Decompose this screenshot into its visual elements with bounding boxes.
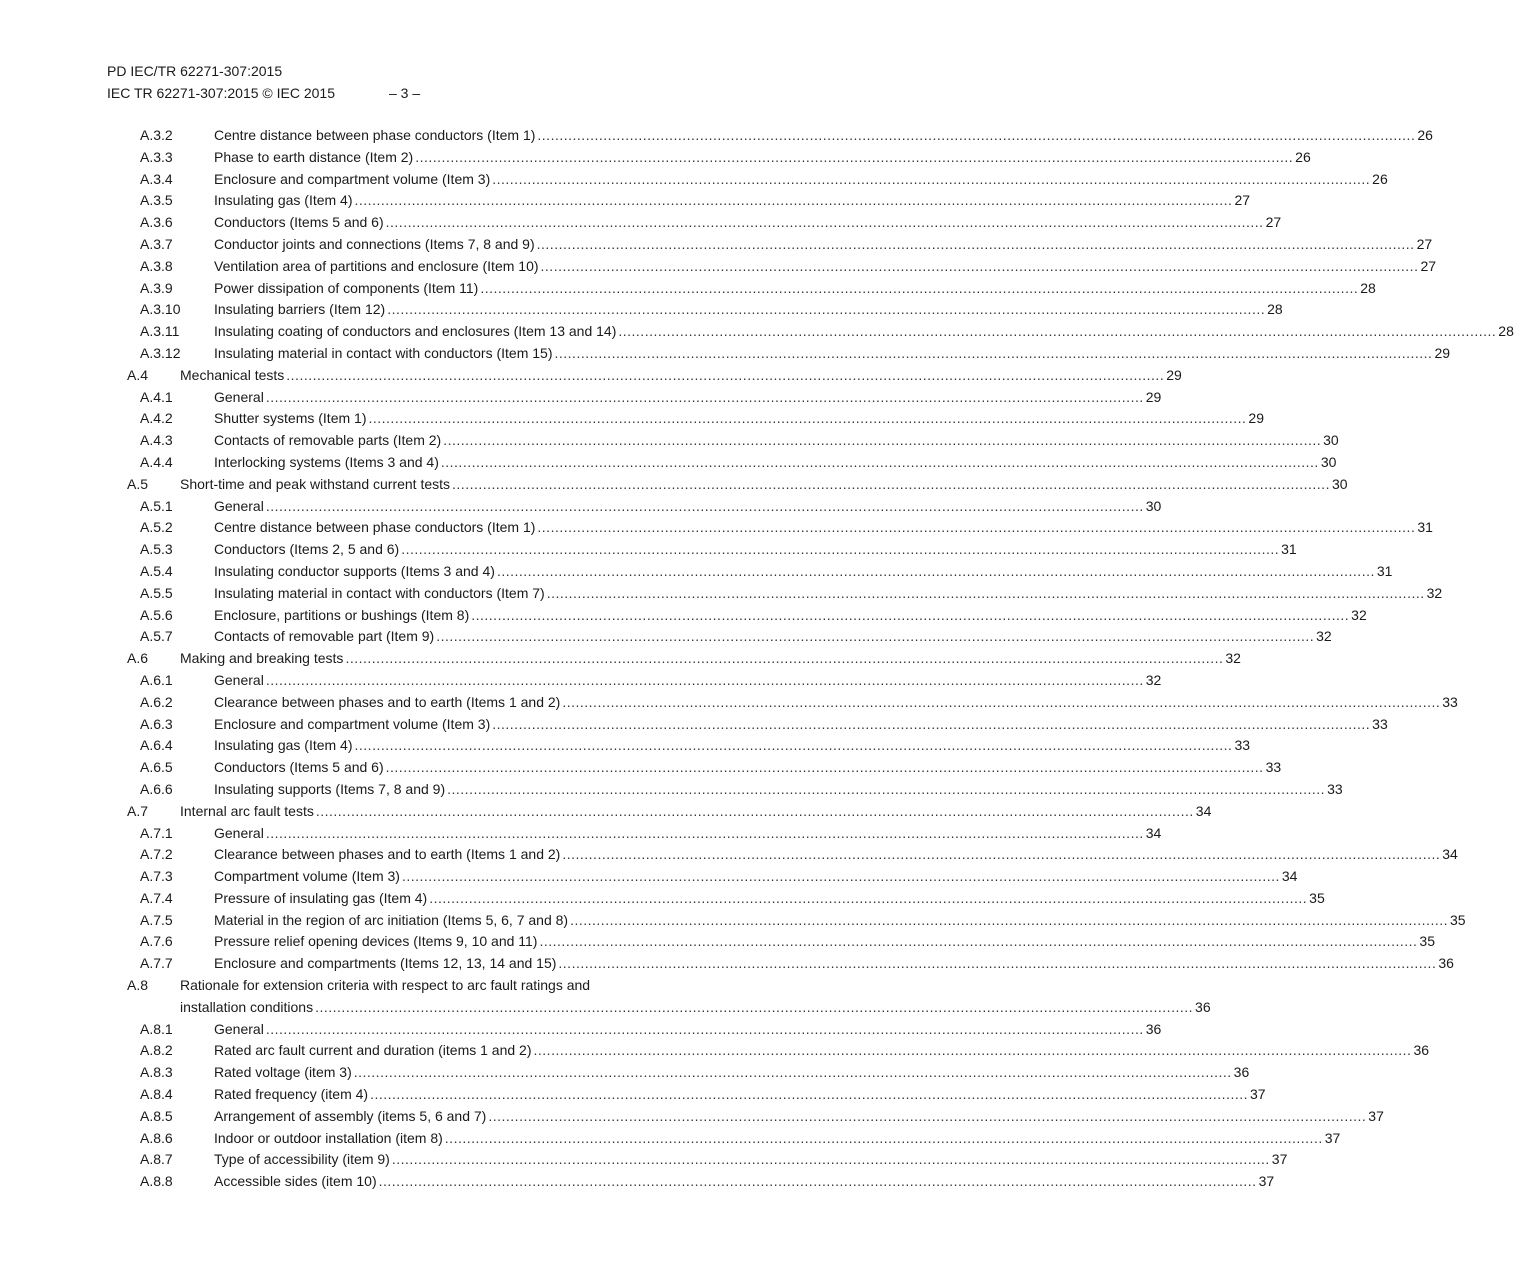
toc-entry-title: Phase to earth distance (Item 2) [214,148,414,165]
toc-entry-page: 29 [1248,410,1264,427]
toc-entry-number: A.6.5 [140,759,173,776]
toc-entry-page: 34 [1145,824,1162,841]
toc-entry-number: A.8.2 [140,1042,173,1059]
toc-entry-number: A.7 [127,802,149,819]
toc-entry-number: A.3.7 [140,235,173,252]
toc-entry-title: Type of accessibility (item 9) [214,1151,390,1168]
toc-entry-line [214,888,1325,910]
toc-subsection-entry[interactable] [0,496,1162,518]
toc-entry-line [214,496,1162,518]
toc-entry-line [214,278,1376,300]
dot-leader: ........................................................................................................................................................................................................ [391,1151,1270,1168]
toc-subsection-entry[interactable] [0,169,1388,191]
toc-subsection-entry[interactable] [0,779,1343,801]
toc-subsection-entry[interactable] [0,931,1435,953]
dot-leader: ........................................................................................................................................................................................................ [429,889,1308,906]
toc-subsection-entry[interactable] [0,517,1433,539]
toc-entry-title: Insulating barriers (Item 12) [214,301,386,318]
dot-leader: ........................................................................................................................................................................................................ [315,998,1194,1015]
dot-leader: ........................................................................................................................................................................................................ [385,214,1264,231]
toc-entry-number: A.7.3 [140,868,173,885]
toc-entry-title: Conductors (Items 5 and 6) [214,759,384,776]
dot-leader: ........................................................................................................................................................................................................ [345,650,1224,667]
toc-entry-title: Pressure relief opening devices (Items 9, 10 and 11) [214,933,538,950]
dot-leader: ........................................................................................................................................................................................................ [265,497,1144,514]
dot-leader: ........................................................................................................................................................................................................ [536,235,1415,252]
toc-entry-number: A.3.3 [140,148,173,165]
toc-entry-number: A.3.11 [140,323,180,340]
toc-entry-number: A.6.3 [140,715,173,732]
toc-entry-page: 28 [1267,301,1283,318]
toc-entry-number: A.3.4 [140,170,173,187]
toc-entry-number: A.4.3 [140,432,173,449]
toc-entry-number: A.5.3 [140,541,173,558]
toc-entry-page: 36 [1233,1064,1250,1081]
toc-entry-number: A.6.6 [140,780,173,797]
dot-leader: ........................................................................................................................................................................................................ [447,780,1326,797]
toc-entry-title: Contacts of removable parts (Item 2) [214,432,442,449]
dot-leader: ........................................................................................................................................................................................................ [492,170,1371,187]
toc-subsection-entry[interactable] [0,234,1433,256]
toc-entry-page: 34 [1195,802,1212,819]
toc-section-entry[interactable] [0,975,1211,1019]
toc-subsection-entry[interactable] [0,823,1162,845]
toc-entry-line [214,256,1437,278]
dot-leader: ........................................................................................................................................................................................................ [480,279,1359,296]
toc-subsection-entry[interactable] [0,125,1433,147]
toc-entry-title: Indoor or outdoor installation (item 8) [214,1129,443,1146]
toc-entry-line [214,343,1451,365]
toc-entry-number: A.7.6 [140,933,173,950]
toc-subsection-entry[interactable] [0,1084,1266,1106]
toc-entry-number: A.5 [127,475,149,492]
toc-entry-line [214,125,1433,147]
dot-leader: ........................................................................................................................................................................................................ [401,541,1280,558]
toc-subsection-entry[interactable] [0,278,1376,300]
toc-entry-page: 34 [1281,868,1298,885]
toc-subsection-entry[interactable] [0,910,1466,932]
dot-leader: ........................................................................................................................................................................................................ [385,759,1264,776]
dot-leader: ........................................................................................................................................................................................................ [440,453,1319,470]
toc-entry-title: Insulating material in contact with conductors (Item 7) [214,584,545,601]
toc-entry-title: Rated arc fault current and duration (items 1 and 2) [214,1042,532,1059]
toc-entry-title: Pressure of insulating gas (Item 4) [214,889,428,906]
toc-entry-line [214,430,1339,452]
toc-subsection-entry[interactable] [0,1128,1341,1150]
dot-leader: ........................................................................................................................................................................................................ [401,868,1280,885]
toc-entry-page: 37 [1368,1107,1384,1124]
toc-entry-line [214,1084,1266,1106]
toc-entry-page: 36 [1145,1020,1162,1037]
toc-subsection-entry[interactable] [0,1019,1162,1041]
copyright-notice: IEC TR 62271-307:2015 © IEC 2015 [107,85,335,101]
toc-subsection-entry[interactable] [0,1171,1275,1193]
header-line [107,84,807,102]
toc-entry-title: Insulating gas (Item 4) [214,737,353,754]
toc-entry-page: 34 [1442,846,1458,863]
toc-entry-number: A.4 [127,366,149,383]
toc-entry-line [214,234,1433,256]
dot-leader: ........................................................................................................................................................................................................ [387,301,1266,318]
toc-entry-page: 33 [1442,693,1458,710]
toc-entry-page: 33 [1234,737,1251,754]
toc-entry-page: 27 [1265,214,1282,231]
dot-leader: ........................................................................................................................................................................................................ [570,911,1449,928]
toc-subsection-entry[interactable] [0,1149,1288,1171]
dot-leader: ........................................................................................................................................................................................................ [265,388,1144,405]
toc-entry-line [214,1171,1275,1193]
dot-leader: ........................................................................................................................................................................................................ [496,562,1375,579]
toc-entry-page: 28 [1498,323,1514,340]
toc-entry-line [214,321,1514,343]
toc-entry-number: A.8.4 [140,1086,173,1103]
toc-entry-number: A.8.3 [140,1064,173,1081]
toc-entry-number: A.8.1 [140,1020,173,1037]
toc-entry-line [214,735,1251,757]
toc-entry-number: A.7.2 [140,846,173,863]
toc-entry-title: General [214,497,264,514]
toc-entry-page: 31 [1376,562,1393,579]
toc-entry-title: Conductors (Items 5 and 6) [214,214,384,231]
toc-subsection-entry[interactable] [0,147,1311,169]
toc-entry-number: A.6.1 [140,671,173,688]
toc-section-entry[interactable] [0,648,1241,670]
toc-entry-page: 37 [1271,1151,1288,1168]
toc-entry-title: Clearance between phases and to earth (Items 1 and 2) [214,693,561,710]
toc-entry-title: General [214,671,264,688]
toc-entry-line [214,517,1433,539]
toc-entry-title: General [214,1020,264,1037]
dot-leader: ........................................................................................................................................................................................................ [488,1107,1367,1124]
toc-entry-page: 30 [1323,432,1339,449]
toc-subsection-entry[interactable] [0,321,1514,343]
dot-leader: ........................................................................................................................................................................................................ [315,802,1194,819]
toc-entry-title: Rated voltage (item 3) [214,1064,352,1081]
toc-entry-number: A.6 [127,650,149,667]
toc-entry-line [214,1040,1430,1062]
toc-entry-title: Making and breaking tests [180,650,344,667]
dot-leader: ........................................................................................................................................................................................................ [443,432,1322,449]
dot-leader: ........................................................................................................................................................................................................ [415,148,1294,165]
dot-leader: ........................................................................................................................................................................................................ [554,344,1433,361]
toc-entry-title: Conductors (Items 2, 5 and 6) [214,541,400,558]
toc-entry-title: Insulating material in contact with conductors (Item 15) [214,344,553,361]
toc-entry-page: 30 [1331,475,1348,492]
toc-entry-page: 27 [1416,235,1433,252]
toc-entry-page: 36 [1438,955,1454,972]
toc-entry-title: Rated frequency (item 4) [214,1086,369,1103]
toc-entry-title: Clearance between phases and to earth (Items 1 and 2) [214,846,561,863]
dot-leader: ........................................................................................................................................................................................................ [492,715,1371,732]
toc-subsection-entry[interactable] [0,212,1282,234]
toc-subsection-entry[interactable] [0,1040,1430,1062]
toc-entry-line [214,910,1466,932]
toc-entry-line [214,953,1454,975]
toc-entry-page: 26 [1295,148,1311,165]
toc-subsection-entry[interactable] [0,757,1282,779]
toc-entry-number: A.3.9 [140,279,173,296]
toc-entry-page: 32 [1316,628,1332,645]
toc-entry-line [214,866,1298,888]
dot-leader: ........................................................................................................................................................................................................ [353,1064,1232,1081]
toc-entry-title: Enclosure, partitions or bushings (Item 8) [214,606,470,623]
dot-leader: ........................................................................................................................................................................................................ [265,671,1144,688]
toc-entry-line [214,779,1343,801]
toc-entry-title: Accessible sides (item 10) [214,1173,377,1190]
toc-subsection-entry[interactable] [0,692,1458,714]
toc-entry-page: 26 [1417,127,1433,143]
toc-subsection-entry[interactable] [0,299,1283,321]
toc-entry-line [214,844,1458,866]
toc-subsection-entry[interactable] [0,343,1451,365]
toc-entry-number: A.5.7 [140,628,173,645]
dot-leader: ........................................................................................................................................................................................................ [452,475,1330,492]
toc-entry-number: A.7.4 [140,889,173,906]
toc-entry-title: Conductor joints and connections (Items 7, 8 and 9) [214,235,535,252]
toc-entry-title: Internal arc fault tests [180,802,314,819]
toc-entry-page: 35 [1419,933,1435,950]
toc-subsection-entry[interactable] [0,844,1458,866]
toc-subsection-entry[interactable] [0,408,1264,430]
toc-subsection-entry[interactable] [0,953,1454,975]
toc-subsection-entry[interactable] [0,256,1437,278]
toc-entry-line [214,1149,1288,1171]
toc-entry-number: A.5.1 [140,497,173,514]
toc-subsection-entry[interactable] [0,1062,1250,1084]
page-header [107,62,807,102]
toc-entry-page: 27 [1420,257,1437,274]
toc-entry-page: 31 [1281,541,1297,558]
toc-entry-line [180,365,1182,387]
toc-entry-page: 37 [1250,1086,1266,1103]
toc-subsection-entry[interactable] [0,605,1367,627]
toc-entry-number: A.7.7 [140,955,173,972]
toc-subsection-entry[interactable] [0,583,1443,605]
toc-entry-line [214,931,1435,953]
toc-subsection-entry[interactable] [0,452,1337,474]
toc-entry-line [214,714,1388,736]
toc-entry-page: 37 [1258,1173,1275,1190]
page-number: – 3 – [388,85,421,101]
toc-subsection-entry[interactable] [0,561,1393,583]
toc-entry-title: Short-time and peak withstand current tests [180,475,451,492]
dot-leader: ........................................................................................................................................................................................................ [471,606,1350,623]
toc-section-entry[interactable] [0,365,1182,387]
dot-leader: ........................................................................................................................................................................................................ [558,955,1437,972]
toc-entry-title: Ventilation area of partitions and enclosure (Item 10) [214,257,539,274]
toc-entry-title: Material in the region of arc initiation (Items 5, 6, 7 and 8) [214,911,569,928]
toc-entry-page: 33 [1265,759,1282,776]
toc-section-entry[interactable] [0,801,1212,823]
toc-entry-page: 32 [1225,650,1241,667]
toc-entry-line [214,452,1337,474]
toc-entry-title: Enclosure and compartments (Items 12, 13, 14 and 15) [214,955,557,972]
toc-entry-line [214,823,1162,845]
dot-leader: ........................................................................................................................................................................................................ [618,323,1497,340]
toc-entry-page: 36 [1195,998,1211,1015]
toc-subsection-entry[interactable] [0,1106,1384,1128]
toc-subsection-entry[interactable] [0,735,1251,757]
toc-entry-number: A.3.8 [140,257,173,274]
toc-entry-title: installation conditions [180,998,314,1015]
toc-entry-number: A.3.12 [140,344,181,361]
dot-leader: ........................................................................................................................................................................................................ [562,693,1441,710]
toc-entry-title: Insulating supports (Items 7, 8 and 9) [214,780,446,797]
toc-entry-title: Enclosure and compartment volume (Item 3) [214,715,491,732]
toc-subsection-entry[interactable] [0,888,1325,910]
toc-entry-page: 33 [1372,715,1388,732]
toc-entry-title: Insulating gas (Item 4) [214,192,353,209]
toc-entry-line [214,299,1283,321]
toc-entry-page: 26 [1372,170,1388,187]
toc-entry-number: A.5.5 [140,584,173,601]
toc-entry-number: A.5.4 [140,562,173,579]
toc-entry-page: 36 [1413,1042,1430,1059]
toc-entry-page: 32 [1426,584,1443,601]
toc-entry-line [214,670,1162,692]
toc-entry-title-line1: Rationale for extension criteria with respect to arc fault ratings and [180,977,591,994]
toc-entry-line [180,801,1212,823]
dot-leader: ........................................................................................................................................................................................................ [378,1173,1257,1190]
toc-entry-line [214,408,1264,430]
table-of-contents [0,125,1514,1193]
toc-entry-page: 32 [1351,606,1367,623]
toc-entry-number: A.4.4 [140,453,173,470]
toc-entry-number: A.3.10 [140,301,181,318]
toc-subsection-entry[interactable] [0,190,1251,212]
toc-entry-page: 27 [1234,192,1251,209]
dot-leader: ........................................................................................................................................................................................................ [368,410,1247,427]
toc-entry-number: A.7.5 [140,911,173,928]
toc-entry-page: 29 [1145,388,1162,405]
toc-entry-page: 29 [1166,366,1182,383]
toc-entry-number: A.8 [127,977,149,994]
toc-entry-number: A.6.4 [140,737,173,754]
toc-entry-line [214,1128,1341,1150]
toc-entry-line [214,147,1311,169]
toc-entry-page: 35 [1450,911,1466,928]
dot-leader: ........................................................................................................................................................................................................ [540,257,1419,274]
toc-entry-title: General [214,824,264,841]
toc-subsection-entry[interactable] [0,866,1298,888]
toc-entry-number: A.6.2 [140,693,173,710]
toc-entry-line [180,997,1211,1019]
toc-entry-line [214,692,1458,714]
toc-entry-line [214,757,1282,779]
toc-entry-page: 35 [1309,889,1325,906]
toc-entry-line [214,190,1251,212]
toc-entry-number: A.8.7 [140,1151,173,1168]
toc-entry-page: 37 [1324,1129,1341,1146]
dot-leader: ........................................................................................................................................................................................................ [436,628,1315,645]
toc-subsection-entry[interactable] [0,430,1339,452]
toc-entry-line [214,169,1388,191]
dot-leader: ........................................................................................................................................................................................................ [537,127,1416,143]
toc-subsection-entry[interactable] [0,714,1388,736]
toc-entry-title: Interlocking systems (Items 3 and 4) [214,453,439,470]
dot-leader: ........................................................................................................................................................................................................ [354,737,1233,754]
dot-leader: ........................................................................................................................................................................................................ [265,824,1144,841]
toc-entry-title: Insulating coating of conductors and enclosures (Item 13 and 14) [214,323,617,340]
dot-leader: ........................................................................................................................................................................................................ [286,366,1165,383]
toc-entry-title: Power dissipation of components (Item 11) [214,279,479,296]
dot-leader: ........................................................................................................................................................................................................ [533,1042,1412,1059]
toc-entry-line [214,212,1282,234]
toc-entry-page: 33 [1327,780,1343,797]
toc-entry-page: 30 [1320,453,1337,470]
toc-entry-title: Insulating conductor supports (Items 3 and 4) [214,562,495,579]
toc-entry-line [214,583,1443,605]
toc-entry-title: Mechanical tests [180,366,285,383]
toc-subsection-entry[interactable] [0,387,1162,409]
toc-entry-page: 28 [1360,279,1376,296]
toc-entry-number: A.8.6 [140,1129,173,1146]
dot-leader: ........................................................................................................................................................................................................ [546,584,1425,601]
dot-leader: ........................................................................................................................................................................................................ [444,1129,1323,1146]
toc-entry-page: 31 [1417,519,1433,536]
toc-entry-page: 32 [1145,671,1162,688]
toc-entry-title: Arrangement of assembly (items 5, 6 and 7) [214,1107,487,1124]
toc-entry-number: A.5.2 [140,519,173,536]
toc-entry-line [214,605,1367,627]
toc-entry-number: A.3.2 [140,127,173,143]
toc-entry-line [180,648,1241,670]
toc-entry-line [214,1019,1162,1041]
dot-leader: ........................................................................................................................................................................................................ [354,192,1233,209]
toc-entry-line [214,387,1162,409]
toc-entry-number: A.3.6 [140,214,173,231]
toc-entry-line [214,626,1332,648]
dot-leader: ........................................................................................................................................................................................................ [265,1020,1144,1037]
toc-entry-line [214,539,1297,561]
toc-entry-title: Contacts of removable part (Item 9) [214,628,435,645]
toc-entry-line [214,1062,1250,1084]
toc-entry-number: A.4.2 [140,410,173,427]
toc-entry-line [214,561,1393,583]
toc-entry-number: A.5.6 [140,606,173,623]
toc-entry-title: Enclosure and compartment volume (Item 3) [214,170,491,187]
toc-entry-title: Compartment volume (Item 3) [214,868,400,885]
dot-leader: ........................................................................................................................................................................................................ [562,846,1441,863]
toc-entry-page: 30 [1145,497,1162,514]
dot-leader: ........................................................................................................................................................................................................ [370,1086,1249,1103]
toc-entry-number: A.4.1 [140,388,173,405]
toc-entry-title: General [214,388,264,405]
toc-entry-title: Centre distance between phase conductors (Item 1) [214,519,536,536]
dot-leader: ........................................................................................................................................................................................................ [539,933,1418,950]
toc-entry-line [180,474,1348,496]
document-id: PD IEC/TR 62271-307:2015 [107,63,283,79]
toc-entry-line [214,1106,1384,1128]
toc-entry-number: A.8.8 [140,1173,173,1190]
toc-entry-page: 29 [1434,344,1451,361]
dot-leader: ........................................................................................................................................................................................................ [537,519,1416,536]
toc-subsection-entry[interactable] [0,670,1162,692]
toc-entry-title: Shutter systems (Item 1) [214,410,367,427]
toc-entry-title: Centre distance between phase conductors (Item 1) [214,127,536,143]
toc-entry-number: A.3.5 [140,192,173,209]
toc-subsection-entry[interactable] [0,626,1332,648]
toc-subsection-entry[interactable] [0,539,1297,561]
toc-entry-number: A.7.1 [140,824,173,841]
toc-section-entry[interactable] [0,474,1348,496]
toc-entry-number: A.8.5 [140,1107,173,1124]
